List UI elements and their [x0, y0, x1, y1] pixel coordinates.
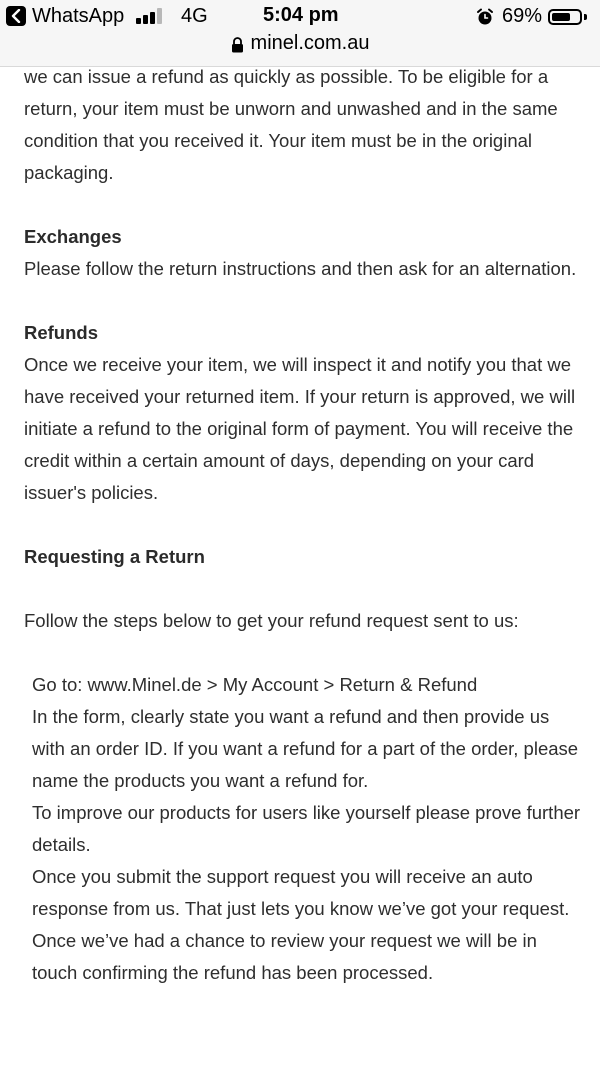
requesting-return-heading: Requesting a Return [24, 546, 205, 567]
refunds-heading: Refunds [24, 322, 98, 343]
back-app-label[interactable]: WhatsApp [32, 5, 125, 27]
signal-strength-icon [136, 8, 166, 24]
return-step: In the form, clearly state you want a refund and then provide us with an order ID. If you want a refund for a part of the order, please name the products you want a refund for. [32, 706, 579, 791]
url-text: minel.com.au [250, 32, 370, 54]
return-step: Once you submit the support request you will receive an auto response from us. That just lets you know we’ve got your request. [32, 866, 570, 919]
return-step: Once we’ve had a chance to review your request we will be in touch confirming the refund has been processed. [32, 930, 537, 983]
battery-level [552, 13, 570, 21]
status-row [0, 4, 600, 30]
status-bar [0, 0, 600, 67]
return-step: To improve our products for users like yourself please prove further details. [32, 802, 581, 855]
exchanges-heading: Exchanges [24, 226, 122, 247]
battery-icon [548, 9, 582, 25]
alarm-icon [476, 8, 494, 26]
clock: 5:04 pm [263, 4, 339, 26]
return-steps-list [24, 669, 584, 989]
lock-icon [231, 37, 244, 53]
battery-percentage: 69% [502, 5, 543, 27]
returns-intro-paragraph: we can issue a refund as quickly as possible. To be eligible for a return, your item must be unworn and unwashed and in the same condition that you received it. Your item must be in the original packaging. [24, 66, 558, 183]
return-step: Go to: www.Minel.de > My Account > Return & Refund [32, 674, 478, 695]
page-content [24, 61, 584, 989]
refunds-paragraph: Once we receive your item, we will inspect it and notify you that we have received your returned item. If your return is approved, we will initiate a refund to the original form of payment. You will receive the credit within a certain amount of days, depending on your card issuer's policies. [24, 354, 576, 503]
exchanges-paragraph: Please follow the return instructions and then ask for an alternation. [24, 258, 577, 279]
back-to-app-icon[interactable] [6, 6, 26, 26]
network-type: 4G [181, 5, 208, 27]
address-bar[interactable] [0, 32, 600, 58]
battery-cap [584, 14, 587, 20]
requesting-intro-paragraph: Follow the steps below to get your refund request sent to us: [24, 610, 519, 631]
